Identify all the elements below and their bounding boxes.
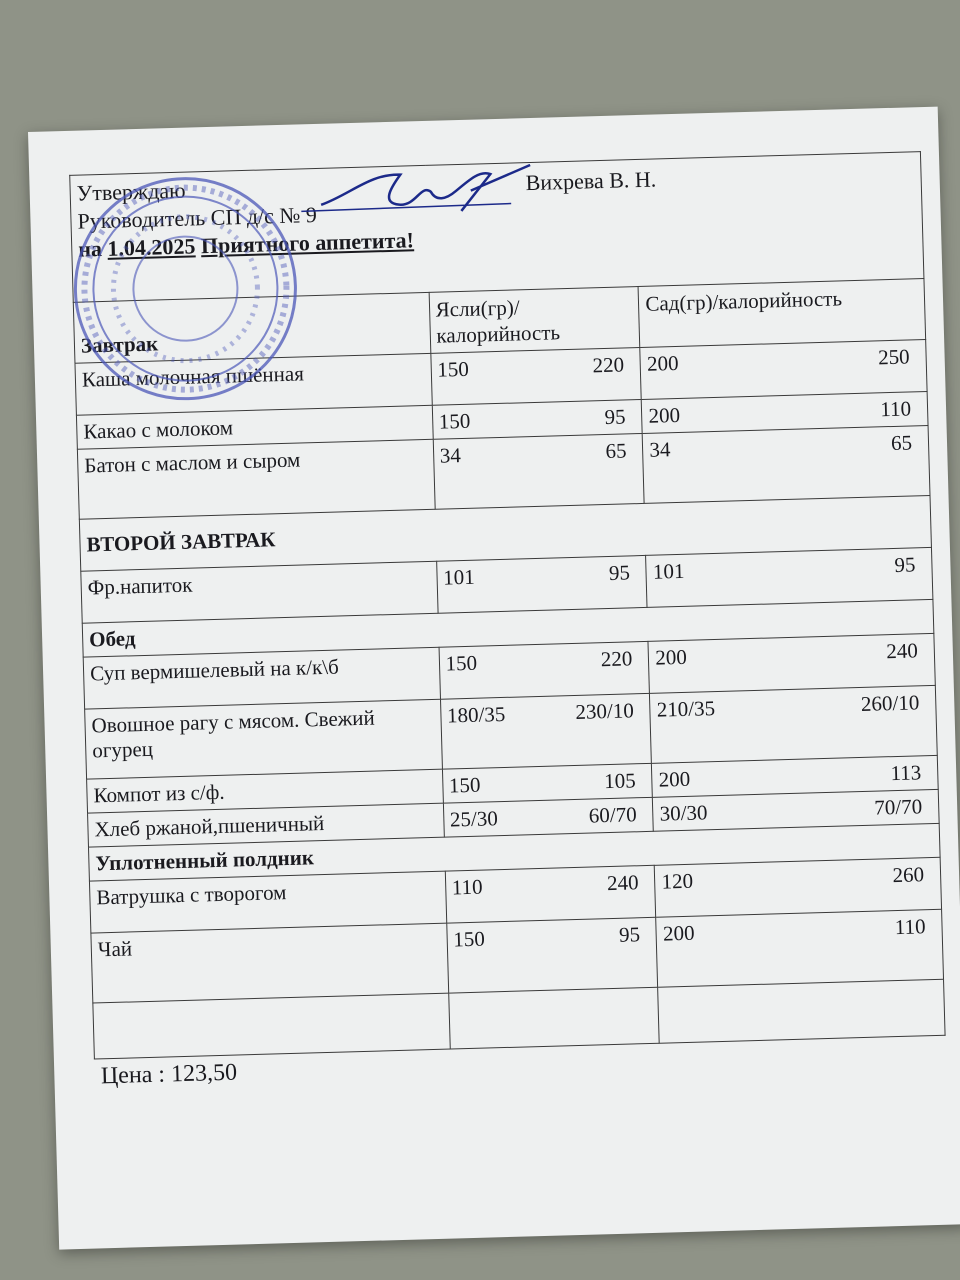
nursery-kcal: 95 xyxy=(608,560,631,585)
nursery-kcal: 105 xyxy=(603,768,637,794)
date-prefix: на xyxy=(77,235,103,262)
col-garden: Сад(гр)/калорийность xyxy=(638,279,925,348)
nursery-grams: 25/30 xyxy=(449,806,499,832)
dish-name: Суп вермишелевый на к/к\б xyxy=(83,647,440,709)
garden-kcal: 95 xyxy=(894,552,916,577)
garden-kcal: 70/70 xyxy=(874,794,923,820)
header-row xyxy=(70,152,924,303)
garden-kcal: 110 xyxy=(894,914,926,940)
menu-table xyxy=(69,151,947,1107)
nursery-grams: 101 xyxy=(442,564,475,590)
section-title: Уплотненный полдник xyxy=(88,823,940,881)
garden-grams: 200 xyxy=(654,644,688,670)
nursery-grams: 180/35 xyxy=(446,701,506,728)
dish-name: Фр.напиток xyxy=(81,561,438,623)
garden-grams: 34 xyxy=(649,437,671,462)
col-meal: Завтрак xyxy=(73,292,430,363)
nursery-kcal: 60/70 xyxy=(588,802,637,828)
nursery-kcal: 95 xyxy=(604,404,626,430)
nursery-kcal: 240 xyxy=(606,870,639,896)
garden-kcal: 260 xyxy=(892,862,925,888)
garden-kcal: 240 xyxy=(885,638,919,664)
nursery-grams: 150 xyxy=(438,408,471,434)
nursery-grams: 150 xyxy=(437,356,470,382)
menu-sheet xyxy=(28,107,960,1250)
col-nursery: Ясли(гр)/калорийность xyxy=(429,287,640,354)
garden-grams: 200 xyxy=(662,920,695,946)
dish-name: Хлеб ржаной,пшеничный xyxy=(88,803,444,847)
dish-name: Каша молочная пшённая xyxy=(75,353,432,415)
garden-kcal: 250 xyxy=(877,344,910,370)
nursery-kcal: 220 xyxy=(592,352,625,378)
approve-label: Утверждаю xyxy=(76,177,186,206)
dish-name: Ватрушка с творогом xyxy=(89,871,446,933)
section-title: ВТОРОЙ ЗАВТРАК xyxy=(79,495,931,571)
dish-name: Батон с маслом и сыром xyxy=(77,439,434,519)
nursery-grams: 110 xyxy=(451,874,483,900)
garden-kcal: 65 xyxy=(890,430,913,456)
section-title: Обед xyxy=(82,599,934,657)
wish-text: Приятного аппетита! xyxy=(200,227,415,259)
garden-kcal: 110 xyxy=(880,396,912,422)
garden-grams: 210/35 xyxy=(656,696,716,722)
nursery-grams: 150 xyxy=(452,926,486,952)
nursery-grams: 150 xyxy=(448,772,481,798)
head-label: Руководитель СП д/с № 9 xyxy=(77,201,318,234)
dish-name: Овошное рагу с мясом. Свежий огурец xyxy=(85,699,442,779)
nursery-kcal: 230/10 xyxy=(575,698,635,724)
approval-block xyxy=(70,152,924,303)
nursery-kcal: 95 xyxy=(618,922,641,947)
nursery-kcal: 220 xyxy=(600,646,633,672)
dish-name: Компот из с/ф. xyxy=(87,769,443,813)
garden-grams: 30/30 xyxy=(659,800,708,826)
garden-kcal: 260/10 xyxy=(860,690,920,716)
garden-grams: 200 xyxy=(646,350,679,376)
nursery-grams: 150 xyxy=(445,650,478,676)
price-label: Цена : 123,50 xyxy=(100,1059,238,1090)
nursery-kcal: 65 xyxy=(605,438,627,463)
signatory-name: Вихрева В. Н. xyxy=(525,166,657,196)
garden-grams: 200 xyxy=(648,402,681,428)
dish-name: Чай xyxy=(91,923,448,1003)
garden-grams: 101 xyxy=(652,558,685,584)
menu-date: 1.04.2025 xyxy=(107,233,196,261)
dish-name: Какао с молоком xyxy=(76,405,432,449)
nursery-grams: 34 xyxy=(439,443,462,468)
garden-kcal: 113 xyxy=(890,760,922,786)
garden-grams: 200 xyxy=(658,766,691,792)
garden-grams: 120 xyxy=(661,868,694,894)
